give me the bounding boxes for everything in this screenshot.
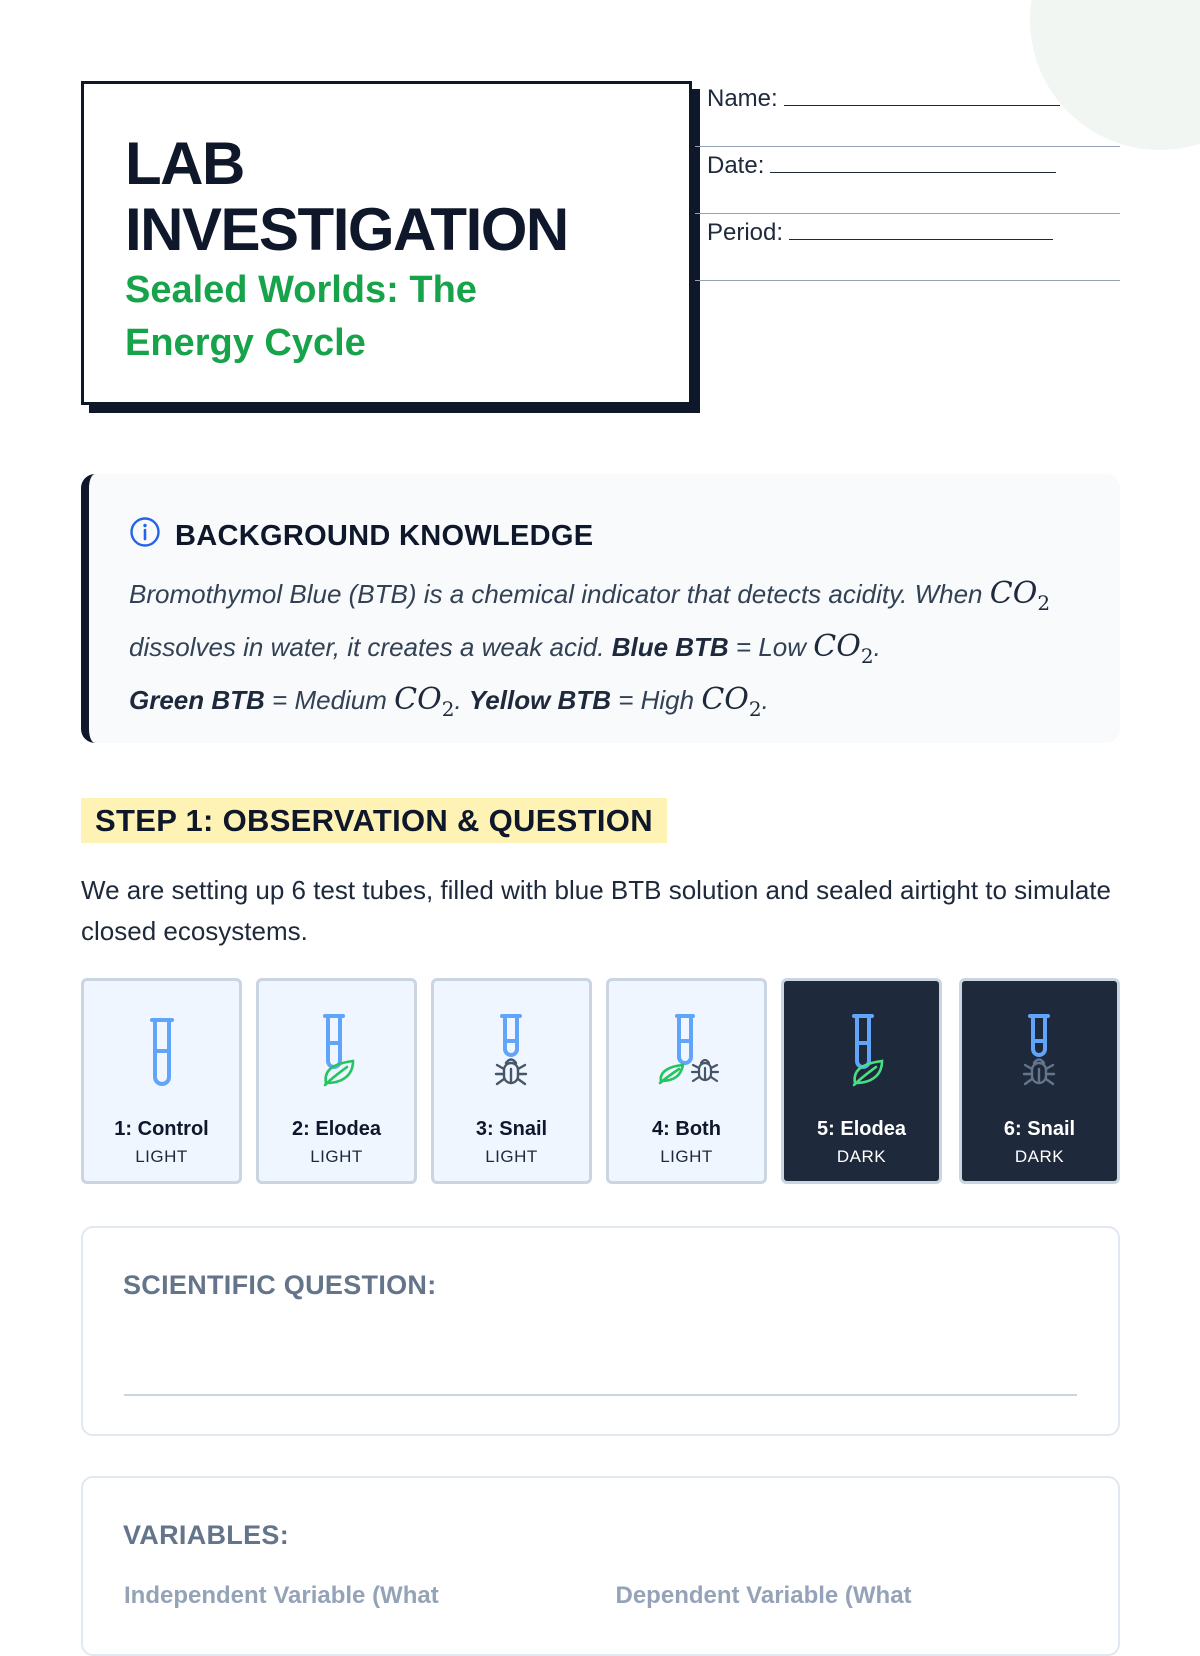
date-label: Date: (707, 152, 765, 179)
independent-variable-label: Independent Variable (What (124, 1582, 439, 1609)
test-tube-plant-icon (259, 1011, 414, 1091)
tube-name: 6: Snail (1003, 1118, 1076, 1140)
tube-name: 5: Elodea (817, 1118, 906, 1140)
variables-label: VARIABLES: (123, 1520, 290, 1550)
name-blank[interactable] (784, 83, 1060, 106)
background-intro: Bromothymol Blue (BTB) is a chemical indicator that detects acidity. When (129, 579, 983, 609)
background-knowledge-panel (81, 474, 1120, 743)
tube-card (256, 978, 417, 1184)
student-info-fields (695, 80, 1120, 281)
tube-condition: DARK (836, 1147, 887, 1166)
name-field[interactable] (695, 80, 1120, 147)
variables-box (81, 1476, 1120, 1656)
co2-formula: $CO_2$ (394, 682, 455, 721)
tube-condition: DARK (1014, 1147, 1065, 1166)
green-btb-value: = Medium (272, 685, 387, 715)
test-tube-snail-icon (434, 1011, 589, 1091)
blue-btb-label: Blue BTB (611, 632, 729, 662)
dependent-variable-label: Dependent Variable (What (615, 1582, 912, 1609)
tube-card (781, 978, 942, 1184)
tube-name: 2: Elodea (292, 1118, 381, 1140)
green-btb-label: Green BTB (129, 685, 265, 715)
variable-columns (124, 1582, 1077, 1610)
period-label: Period: (707, 219, 784, 246)
tube-condition: LIGHT (660, 1147, 713, 1166)
tube-condition: LIGHT (135, 1147, 188, 1166)
yellow-btb-label: Yellow BTB (468, 685, 611, 715)
test-tube-icon (84, 1011, 239, 1091)
page-title: LAB INVESTIGATION (125, 130, 568, 263)
step1-heading: STEP 1: OBSERVATION & QUESTION (81, 798, 667, 843)
test-tube-both-icon (609, 1011, 764, 1091)
info-icon (129, 516, 161, 556)
co2-formula: $CO_2$ (813, 629, 874, 668)
tube-card (431, 978, 592, 1184)
yellow-btb-value: = High (618, 685, 695, 715)
background-heading-text: BACKGROUND KNOWLEDGE (175, 519, 594, 552)
tube-card (959, 978, 1120, 1184)
co2-sentence: dissolves in water, it creates a weak acid. (129, 632, 605, 662)
date-blank[interactable] (770, 150, 1056, 173)
period-blank[interactable] (789, 217, 1053, 240)
tube-name: 3: Snail (475, 1118, 548, 1140)
tube-card (606, 978, 767, 1184)
blue-btb-value: = Low (735, 632, 807, 662)
period-field[interactable] (695, 214, 1120, 281)
title-card (81, 81, 692, 405)
tube-name: 4: Both (652, 1118, 721, 1140)
answer-line[interactable] (124, 1394, 1077, 1396)
scientific-question-box (81, 1226, 1120, 1436)
background-heading (129, 516, 1080, 556)
tube-name: 1: Control (114, 1118, 209, 1140)
co2-formula: $CO_2$ (989, 576, 1051, 615)
date-field[interactable] (695, 147, 1120, 214)
tube-condition: LIGHT (485, 1147, 538, 1166)
step1-intro: We are setting up 6 test tubes, filled with blue BTB solution and sealed airtight to simulate closed ecosystems. (81, 875, 1111, 946)
background-text: Bromothymol Blue (BTB) is a chemical indicator that detects acidity. When $CO_2$ dissolves in water, it creates a weak acid. Blue BTB = Low $CO_2$. Green BTB = Medium $CO_2$. Yellow BTB = High $CO_2$. (129, 576, 1051, 721)
test-tube-grid (81, 978, 1120, 1184)
co2-formula: $CO_2$ (701, 682, 762, 721)
name-label: Name: (707, 85, 778, 112)
page-subtitle: Sealed Worlds: The Energy Cycle (125, 269, 477, 364)
test-tube-plant-icon (784, 1011, 939, 1091)
scientific-question-label: SCIENTIFIC QUESTION: (123, 1270, 437, 1300)
tube-card (81, 978, 242, 1184)
test-tube-snail-icon (962, 1011, 1117, 1091)
tube-condition: LIGHT (310, 1147, 363, 1166)
